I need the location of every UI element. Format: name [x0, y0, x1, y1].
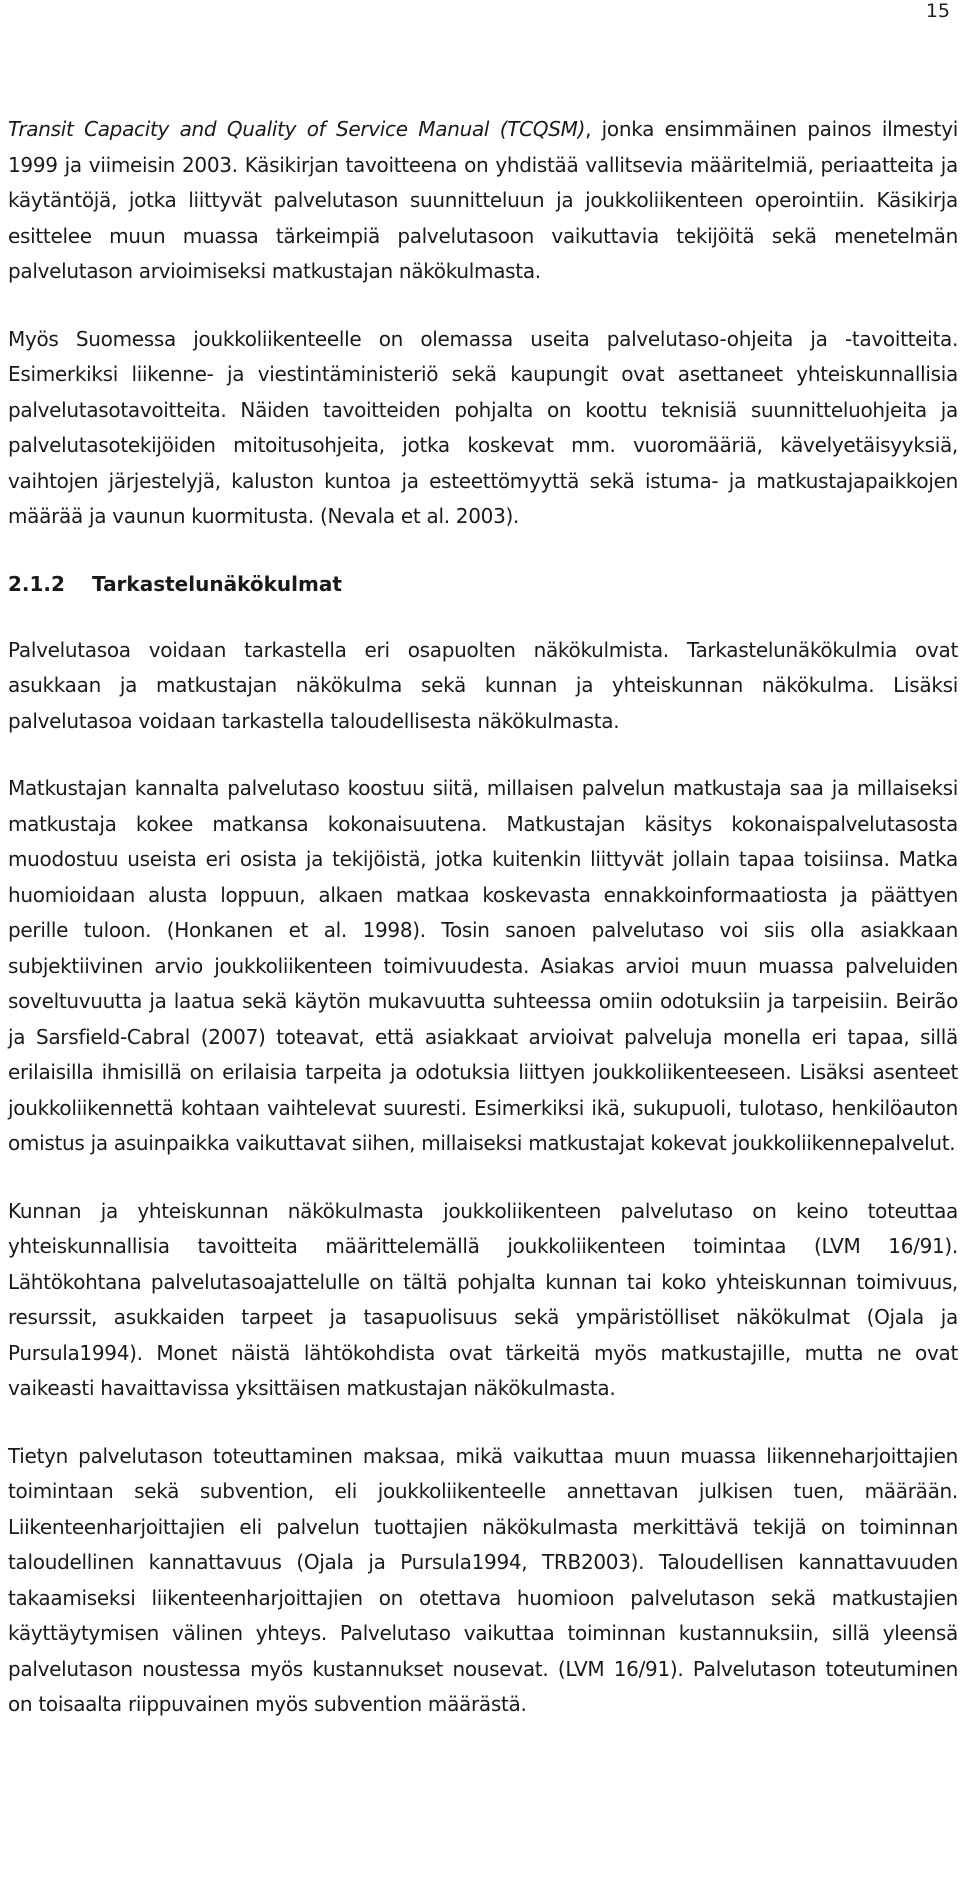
paragraph-finland-guidelines: Myös Suomessa joukkoliikenteelle on olemassa useita palvelutaso-ohjeita ja -tavoitteita. Esimerkiksi liikenne- ja viestintäministeriö sekä kaupungit ovat asettaneet yhteiskunnallisia palvelutasotavoitteita. Näiden tavoitteiden pohjalta on koottu teknisiä suunnitteluohjeita ja palvelutasotekijöiden mitoitusohjeita, jotka koskevat mm. vuoromääriä, kävelyetäisyyksiä, vaihtojen järjestelyjä, kaluston kuntoa ja esteettömyyttä sekä istuma- ja matkustajapaikkojen määrää ja vaunun kuormitusta. (Nevala et al. 2003). — [8, 326, 958, 528]
tcqsm-title: Transit Capacity and Quality of Service Manual (TCQSM) — [8, 117, 586, 141]
paragraph-municipality-view: Kunnan ja yhteiskunnan näkökulmasta joukkoliikenteen palvelutaso on keino toteuttaa yhteiskunnallisia tavoitteita määrittelemällä joukkoliikenteen toimintaa (LVM 16/91). Lähtökohtana palvelutasoajattelulle on tältä pohjalta kunnan tai koko yhteiskunnan toimivuus, resurssit, asukkaiden tarpeet ja tasapuolisuus sekä ympäristölliset näkökulmat (Ojala ja Pursula1994). Monet näistä lähtökohdista ovat tärkeitä myös matkustajille, mutta ne ovat vaikeasti havaittavissa yksittäisen matkustajan näkökulmasta. — [8, 1198, 958, 1400]
document-body — [8, 112, 958, 1755]
section-heading — [8, 567, 958, 602]
paragraph-perspectives: Palvelutasoa voidaan tarkastella eri osapuolten näkökulmista. Tarkastelunäkökulmia ovat asukkaan ja matkustajan näkökulma sekä kunnan ja yhteiskunnan näkökulma. Lisäksi palvelutasoa voidaan tarkastella taloudellisesta näkökulmasta. — [8, 637, 958, 733]
section-number: 2.1.2 — [8, 571, 65, 596]
paragraph-tcqsm-text: , jonka ensimmäinen painos ilmestyi 1999 ja viimeisin 2003. Käsikirjan tavoitteena on yhdistää vallitsevia määritelmiä, periaatteita ja käytäntöjä, jotka liittyvät palvelutason suunnitteluun ja joukkoliikenteen operointiin. Käsikirja esittelee muun muassa tärkeimpiä palvelutasoon vaikuttavia tekijöitä sekä menetelmän palvelutason arvioimiseksi matkustajan näkökulmasta. — [8, 117, 958, 283]
paragraph-passenger-view: Matkustajan kannalta palvelutaso koostuu siitä, millaisen palvelun matkustaja saa ja millaiseksi matkustaja kokee matkansa kokonaisuutena. Matkustajan käsitys kokonaispalvelutasosta muodostuu useista eri osista ja tekijöistä, jotka kuitenkin liittyvät jollain tapaa toisiinsa. Matka huomioidaan alusta loppuun, alkaen matkaa koskevasta ennakkoinformaatiosta ja päättyen perille tuloon. (Honkanen et al. 1998). Tosin sanoen palvelutaso voi siis olla asiakkaan subjektiivinen arvio joukkoliikenteen toimivuudesta. Asiakas arvioi muun muassa palveluiden soveltuvuutta ja laatua sekä käytön mukavuutta suhteessa omiin odotuksiin ja tarpeisiin. Beirão ja Sarsfield-Cabral (2007) toteavat, että asiakkaat arvioivat palveluja monella eri tapaa, sillä erilaisilla ihmisillä on erilaisia tarpeita ja odotuksia liittyen joukkoliikenteeseen. Lisäksi asenteet joukkoliikennettä kohtaan vaihtelevat suuresti. Esimerkiksi ikä, sukupuoli, tulotaso, henkilöauton omistus ja asuinpaikka vaikuttavat siihen, millaiseksi matkustajat kokevat joukkoliikennepalvelut. — [8, 776, 958, 1155]
paragraph-economic-view: Tietyn palvelutason toteuttaminen maksaa, mikä vaikuttaa muun muassa liikenneharjoittajien toimintaan sekä subvention, eli joukkoliikenteelle annettavan julkisen tuen, määrään. Liikenteenharjoittajien eli palvelun tuottajien näkökulmasta merkittävä tekijä on toiminnan taloudellinen kannattavuus (Ojala ja Pursula1994, TRB2003). Taloudellisen kannattavuuden takaamiseksi liikenteenharjoittajien on otettava huomioon palvelutason sekä matkustajien käyttäytymisen välinen yhteys. Palvelutaso vaikuttaa toiminnan kustannuksiin, sillä yleensä palvelutason noustessa myös kustannukset nousevat. (LVM 16/91). Palvelutason toteutuminen on toisaalta riippuvainen myös subvention määrästä. — [8, 1443, 958, 1716]
paragraph-tcqsm — [8, 112, 958, 290]
section-title: Tarkastelunäkökulmat — [92, 571, 342, 596]
page-number: 15 — [925, 0, 950, 22]
